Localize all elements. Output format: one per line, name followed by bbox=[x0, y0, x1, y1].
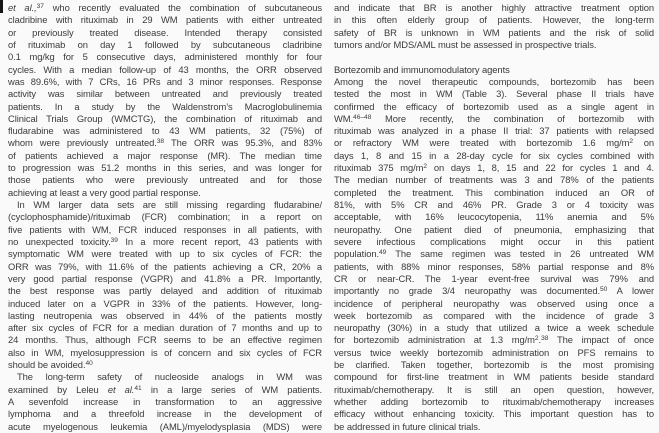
text-line: compound for first-line treatment in WM patients beside standard bbox=[334, 371, 654, 383]
text-line: The median number of treatments was 3 and 78% of the patients bbox=[334, 174, 654, 186]
text-line: whom were previously untreated.$^{38}$ The ORR was 95.3%, and 83% bbox=[8, 137, 322, 149]
text-line: rituximab 375 $mg/m^2$ on days 1, 8, 15 and 22 for cycles 1 and 4. bbox=[334, 162, 654, 174]
text-line: examined by Leleu et al.$^{41}$ in a large series of WM patients. bbox=[8, 383, 322, 395]
reference-superscript: 38 bbox=[156, 138, 165, 146]
section-heading: Bortezomib and immunomodulatory agents bbox=[334, 63, 510, 75]
text-line: 24 months. Thus, although FCR seems to be an effective regimen bbox=[8, 334, 322, 346]
text-line: to progression was 51.2 months in this series, and was longer for bbox=[8, 162, 322, 174]
text-line: versus twice weekly bortezomib administration on PFS remains to bbox=[334, 346, 654, 358]
text-line: no unexpected toxicity.$^{39}$ In a more recent report, 43 patients with bbox=[8, 235, 322, 247]
text-line: lymphoma and a threefold increase in the development of bbox=[8, 408, 322, 420]
reference-superscript: 2 bbox=[423, 162, 428, 170]
text-line: patients, with 88% minor responses, 58% partial response and 8% bbox=[334, 260, 654, 272]
text-line: and indicate that BR is another highly attractive treatment option bbox=[334, 2, 654, 13]
text-line: WM.$^{46-48}$ More recently, the combination of bortezomib with bbox=[334, 112, 654, 124]
text-line: tumors and/or MDS/AML must be assessed in prospective trials. bbox=[334, 38, 597, 50]
text-line: week bortezomib as compared with the incidence of grade 3 bbox=[334, 309, 654, 321]
text-line: tested the most in WM (Table 3). Several phase II trials have bbox=[334, 88, 654, 100]
paragraph-gap bbox=[334, 51, 654, 63]
reference-superscript: 38 bbox=[541, 335, 549, 343]
text-line: efficacy without enhancing toxicity. This important question has to bbox=[334, 408, 654, 420]
text-line: In WM larger data sets are still missing regarding fludarabine/ bbox=[17, 199, 322, 210]
reference-superscript: 49 bbox=[379, 249, 387, 257]
text-line: patients. In a study by the Waldenstrom’s Macroglobulinemia bbox=[8, 100, 322, 112]
text-line: achieving at least a very good partial response. bbox=[8, 186, 201, 198]
text-line: for bortezomib administration at 1.3 $mg/m^2.^{38}$ The impact of once bbox=[334, 334, 654, 346]
italic-text: et al. bbox=[107, 383, 135, 395]
text-line: be clarified. Taken together, bortezomib is the most promising bbox=[334, 359, 654, 371]
text-line: induced later on a VGPR in 33% of the patients. However, long- bbox=[8, 297, 322, 309]
text-line: or refractory WM were treated with bortezomib 1.6 $mg/m^2$ on bbox=[334, 137, 654, 149]
text-line: five patients with WM, FCR induced responses in all patients, with bbox=[8, 223, 322, 235]
reference-superscript: 40 bbox=[85, 359, 93, 367]
text-line: A sevenfold increase in transformation to an aggressive bbox=[8, 396, 322, 407]
text-line: et al.,$^{37}$ who recently evaluated the combination of subcutaneous bbox=[8, 2, 322, 13]
text-line: Among the novel therapeutic compounds, bortezomib has been bbox=[334, 75, 654, 87]
text-line: population.$^{49}$ The same regimen was tested in 26 untreated WM bbox=[334, 248, 654, 260]
scan-edge-artifact bbox=[0, 0, 3, 13]
text-line: rituximab was analyzed in a phase II trial: 37 patients with relapsed bbox=[334, 125, 654, 137]
text-line: completed the treatment. This combination induced an OR of bbox=[334, 186, 654, 198]
reference-superscript: 2 bbox=[534, 335, 539, 343]
text-line: very good partial response (VGPR) and 41.8% a PR. Importantly, bbox=[8, 272, 322, 284]
text-line: acceptable, with 16% leucocytopenia, 11% anemia and 5% bbox=[334, 211, 654, 223]
text-line: (cyclophosphamide)/rituximab (FCR) combination; in a report on bbox=[8, 211, 322, 223]
text-line: rituximab/chemotherapy. It is still an open question, however, bbox=[334, 383, 654, 395]
text-line: symptomatic WM were treated with up to six cycles of FCR: the bbox=[8, 248, 322, 260]
text-line: those patients who were previously untreated and for those bbox=[8, 174, 322, 186]
reference-superscript: 2 bbox=[629, 138, 634, 146]
text-line: cladribine with rituximab in 29 WM patients with either untreated bbox=[8, 14, 322, 26]
text-column-right bbox=[334, 2, 654, 433]
text-column-left bbox=[8, 2, 322, 433]
text-line: cycles. With a median follow-up of 43 months, the ORR observed bbox=[8, 63, 322, 75]
text-line: acute myelogenous leukemia (AML)/myelodysplasia (MDS) were bbox=[8, 420, 322, 432]
text-line: should be avoided.$^{40}$ bbox=[8, 359, 93, 371]
text-line: the best response was partly delayed and addition of rituximab bbox=[8, 285, 322, 297]
text-line: lasting neutropenia was observed in 44% of the patients mostly bbox=[8, 309, 322, 321]
text-line: of patients achieved a major response (MR). The median time bbox=[8, 149, 322, 161]
text-line: of rituximab on day 1 followed by subcutaneous cladribine bbox=[8, 38, 322, 50]
text-line: safety of BR is unknown in WM patients and the risk of solid bbox=[334, 26, 654, 38]
text-line: whether adding bortezomib to rituximab/chemotherapy increases bbox=[334, 396, 654, 407]
text-line: also in WM, myelosuppression is of concern and six cycles of FCR bbox=[8, 346, 322, 358]
text-line: or previously treated disease. Intended therapy consisted bbox=[8, 26, 322, 38]
text-line: CR or near-CR. The 1-year event-free survival was 79% and bbox=[334, 272, 654, 284]
italic-text: et al., bbox=[8, 2, 37, 13]
text-line: The long-term safety of nucleoside analogs in WM was bbox=[17, 371, 322, 383]
reference-superscript: 41 bbox=[134, 384, 142, 392]
text-line: days 1, 8 and 15 in a 28-day cycle for six cycles combined with bbox=[334, 149, 654, 161]
text-line: fludarabine was administered to 43 WM patients, 32 (75%) of bbox=[8, 125, 322, 137]
reference-superscript: 46–48 bbox=[353, 113, 372, 121]
text-line: 81%, with 5% CR and 46% PR. Grade 3 or 4 toxicity was bbox=[334, 199, 654, 210]
text-line: confirmed the efficacy of bortezomib used as a single agent in bbox=[334, 100, 654, 112]
text-line: 0.1 mg/kg for 5 consecutive days, administered monthly for four bbox=[8, 51, 322, 63]
reference-superscript: 37 bbox=[36, 2, 44, 10]
text-line: after six cycles of FCR for a median duration of 7 months and up to bbox=[8, 322, 322, 334]
text-line: was 89.6%, with 7 CRs, 16 PRs and 3 minor responses. Response bbox=[8, 75, 322, 87]
text-line: Clinical Trials Group (WMCTG), the combination of rituximab and bbox=[8, 112, 322, 124]
text-line: incidence of peripheral neuropathy was observed using once a bbox=[334, 297, 654, 309]
text-line: neuropathy. One patient died of pneumonia, emphasizing that bbox=[334, 223, 654, 235]
text-line: be addressed in future clinical trials. bbox=[334, 420, 481, 432]
text-line: neuropathy (30%) in a study that utilized a twice a week schedule bbox=[334, 322, 654, 334]
text-line: in this often elderly group of patients. However, the long-term bbox=[334, 14, 654, 26]
reference-superscript: 50 bbox=[600, 286, 608, 293]
reference-superscript: 39 bbox=[110, 236, 118, 244]
text-line: importantly no grade 3/4 neuropathy was documented.$^{50}$ A lower bbox=[334, 285, 654, 297]
text-line: severe infectious complications might occur in this patient bbox=[334, 235, 654, 247]
text-line: ORR was 79%, with 11.6% of the patients achieving a CR, 20% a bbox=[8, 260, 322, 272]
text-line: activity was similar between untreated and previously treated bbox=[8, 88, 322, 100]
